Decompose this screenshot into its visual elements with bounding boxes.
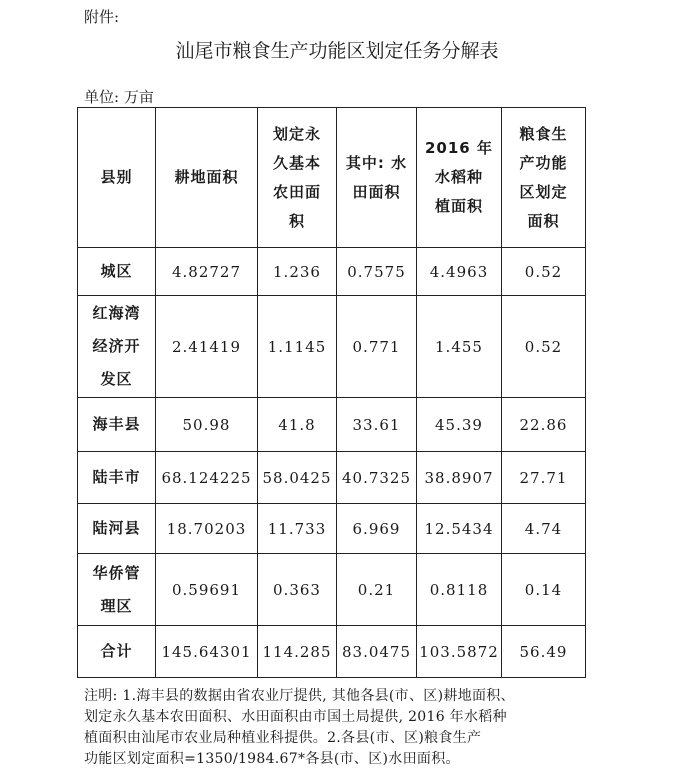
county-name-line: 合计 — [100, 642, 133, 660]
document-title: 汕尾市粮食生产功能区划定任务分解表 — [175, 40, 499, 62]
value-cell: 18.70203 — [156, 504, 258, 554]
attachment-label: 附件: — [84, 8, 120, 26]
value-cell: 0.59691 — [156, 554, 258, 626]
county-cell — [78, 248, 156, 296]
value-cell: 4.74 — [502, 504, 586, 554]
value-cell: 145.64301 — [156, 626, 258, 678]
header-cell: 划定永 久基本 农田面 积 — [258, 108, 337, 248]
header-row — [78, 108, 586, 248]
county-name-line: 海丰县 — [92, 415, 141, 433]
value-cell: 58.0425 — [258, 452, 337, 504]
value-cell: 1.455 — [417, 296, 502, 398]
value-cell: 0.363 — [258, 554, 337, 626]
table-row — [78, 554, 586, 626]
county-name-line: 经济开 — [92, 337, 141, 355]
footnote — [84, 686, 614, 770]
value-cell: 12.5434 — [417, 504, 502, 554]
value-cell: 56.49 — [502, 626, 586, 678]
value-cell: 22.86 — [502, 398, 586, 452]
header-cell: 粮食生 产功能 区划定 面积 — [502, 108, 586, 248]
footnote-line: 功能区划定面积=1350/1984.67*各县(市、区)水田面积。 — [84, 751, 460, 767]
header-cell: 其中: 水 田面积 — [337, 108, 417, 248]
header-cell: 县别 — [78, 108, 156, 248]
table-row — [78, 296, 586, 398]
value-cell: 0.771 — [337, 296, 417, 398]
value-cell: 33.61 — [337, 398, 417, 452]
county-cell — [78, 626, 156, 678]
value-cell: 50.98 — [156, 398, 258, 452]
value-cell: 0.52 — [502, 296, 586, 398]
value-cell: 1.1145 — [258, 296, 337, 398]
county-name-line: 华侨管 — [92, 563, 141, 582]
value-cell: 41.8 — [258, 398, 337, 452]
value-cell: 45.39 — [417, 398, 502, 452]
county-name-line: 城区 — [100, 262, 133, 280]
county-name-line: 发区 — [100, 370, 133, 388]
county-cell — [78, 554, 156, 626]
value-cell: 27.71 — [502, 452, 586, 504]
table-row — [78, 452, 586, 504]
county-cell — [78, 504, 156, 554]
unit-label: 单位: 万亩 — [84, 88, 154, 106]
county-name-line: 红海湾 — [92, 304, 141, 322]
county-name-line: 陆河县 — [92, 519, 141, 537]
county-cell — [78, 452, 156, 504]
value-cell: 68.124225 — [156, 452, 258, 504]
footnote-line: 注明: 1.海丰县的数据由省农业厅提供, 其他各县(市、区)耕地面积、 — [84, 688, 515, 704]
value-cell: 4.4963 — [417, 248, 502, 296]
value-cell: 0.7575 — [337, 248, 417, 296]
table-row — [78, 248, 586, 296]
table-row — [78, 398, 586, 452]
county-name-line: 陆丰市 — [92, 468, 141, 486]
value-cell: 6.969 — [337, 504, 417, 554]
value-cell: 11.733 — [258, 504, 337, 554]
value-cell: 0.14 — [502, 554, 586, 626]
county-name-line: 理区 — [100, 596, 133, 615]
value-cell: 40.7325 — [337, 452, 417, 504]
header-cell: 耕地面积 — [156, 108, 258, 248]
value-cell: 0.21 — [337, 554, 417, 626]
value-cell: 103.5872 — [417, 626, 502, 678]
footnote-line: 植面积由汕尾市农业局种植业科提供。2.各县(市、区)粮食生产 — [84, 730, 482, 746]
value-cell: 83.0475 — [337, 626, 417, 678]
footnote-line: 划定永久基本农田面积、水田面积由市国土局提供, 2016 年水稻种 — [84, 709, 507, 725]
value-cell: 2.41419 — [156, 296, 258, 398]
value-cell: 0.8118 — [417, 554, 502, 626]
value-cell: 0.52 — [502, 248, 586, 296]
value-cell: 1.236 — [258, 248, 337, 296]
header-cell: 2016 年 水稻种 植面积 — [417, 108, 502, 248]
total-row — [78, 626, 586, 678]
county-cell — [78, 398, 156, 452]
value-cell: 38.8907 — [417, 452, 502, 504]
table-row — [78, 504, 586, 554]
county-cell — [78, 296, 156, 398]
value-cell: 114.285 — [258, 626, 337, 678]
task-breakdown-table — [77, 107, 586, 678]
value-cell: 4.82727 — [156, 248, 258, 296]
